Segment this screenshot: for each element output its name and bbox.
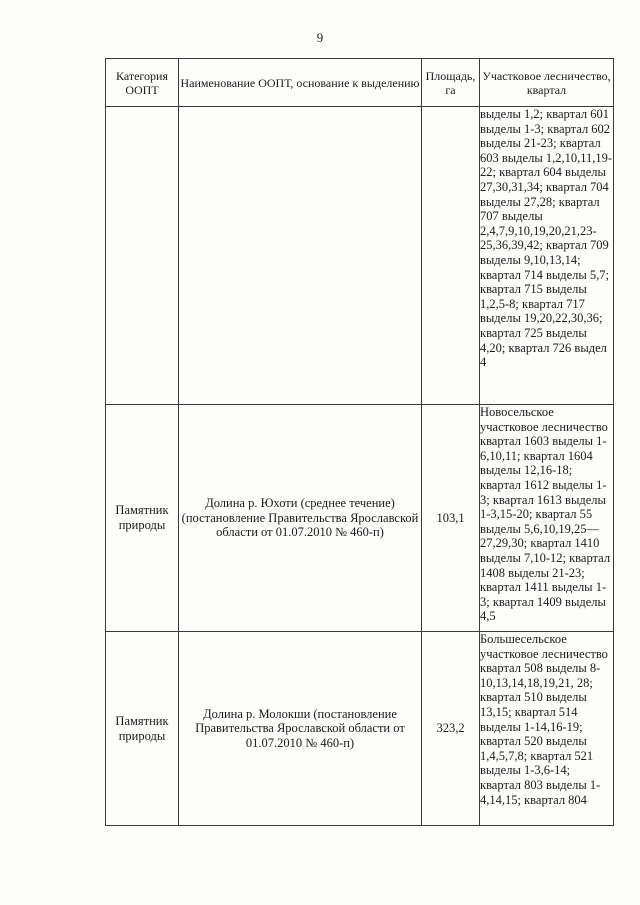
name-cell: Долина р. Юхоти (среднее течение) (постановление Правительства Ярославской области от 01.07.2010 № 460-п) <box>179 405 422 632</box>
category-cell <box>106 107 179 405</box>
area-cell: 323,2 <box>422 632 480 826</box>
category-cell: Памятник природы <box>106 405 179 632</box>
page-number: 9 <box>316 30 324 45</box>
name-cell <box>179 107 422 405</box>
header-category: Категория ООПТ <box>106 59 179 107</box>
table-row <box>106 405 614 632</box>
header-area: Площадь, га <box>422 59 480 107</box>
forestry-cell: Большесельское участковое лесничество квартал 508 выделы 8-10,13,14,18,19,21, 28; квартал 510 выделы 13,15; квартал 514 выделы 1-14,16-19; квартал 520 выделы 1,4,5,7,8; квартал 521 выделы 1-3,6-14; квартал 803 выделы 1-4,14,15; квартал 804 <box>480 632 614 826</box>
oopt-table <box>105 58 614 826</box>
area-cell <box>422 107 480 405</box>
table-row <box>106 107 614 405</box>
table-header-row <box>106 59 614 107</box>
forestry-cell: Новосельское участковое лесничество квартал 1603 выделы 1-6,10,11; квартал 1604 выделы 12,16-18; квартал 1612 выделы 1-3; квартал 1613 выделы 1-3,15-20; квартал 55 выделы 5,6,10,19,25—27,29,30; квартал 1410 выделы 7,10-12; квартал 1408 выделы 21-23; квартал 1411 выделы 1-3; квартал 1409 выделы 4,5 <box>480 405 614 632</box>
header-name: Наименование ООПТ, основание к выделению <box>179 59 422 107</box>
area-cell: 103,1 <box>422 405 480 632</box>
forestry-cell: выделы 1,2; квартал 601 выделы 1-3; квартал 602 выделы 21-23; квартал 603 выделы 1,2,10,11,19-22; квартал 604 выделы 27,30,31,34; квартал 704 выделы 27,28; квартал 707 выделы 2,4,7,9,10,19,20,21,23-25,36,39,42; квартал 709 выделы 9,10,13,14; квартал 714 выделы 5,7; квартал 715 выделы 1,2,5-8; квартал 717 выделы 19,20,22,30,36; квартал 725 выделы 4,20; квартал 726 выдел 4 <box>480 107 614 405</box>
header-forestry: Участковое лесничество, квартал <box>480 59 614 107</box>
name-cell: Долина р. Молокши (постановление Правительства Ярославской области от 01.07.2010 № 460-п) <box>179 632 422 826</box>
table-row <box>106 632 614 826</box>
category-cell: Памятник природы <box>106 632 179 826</box>
